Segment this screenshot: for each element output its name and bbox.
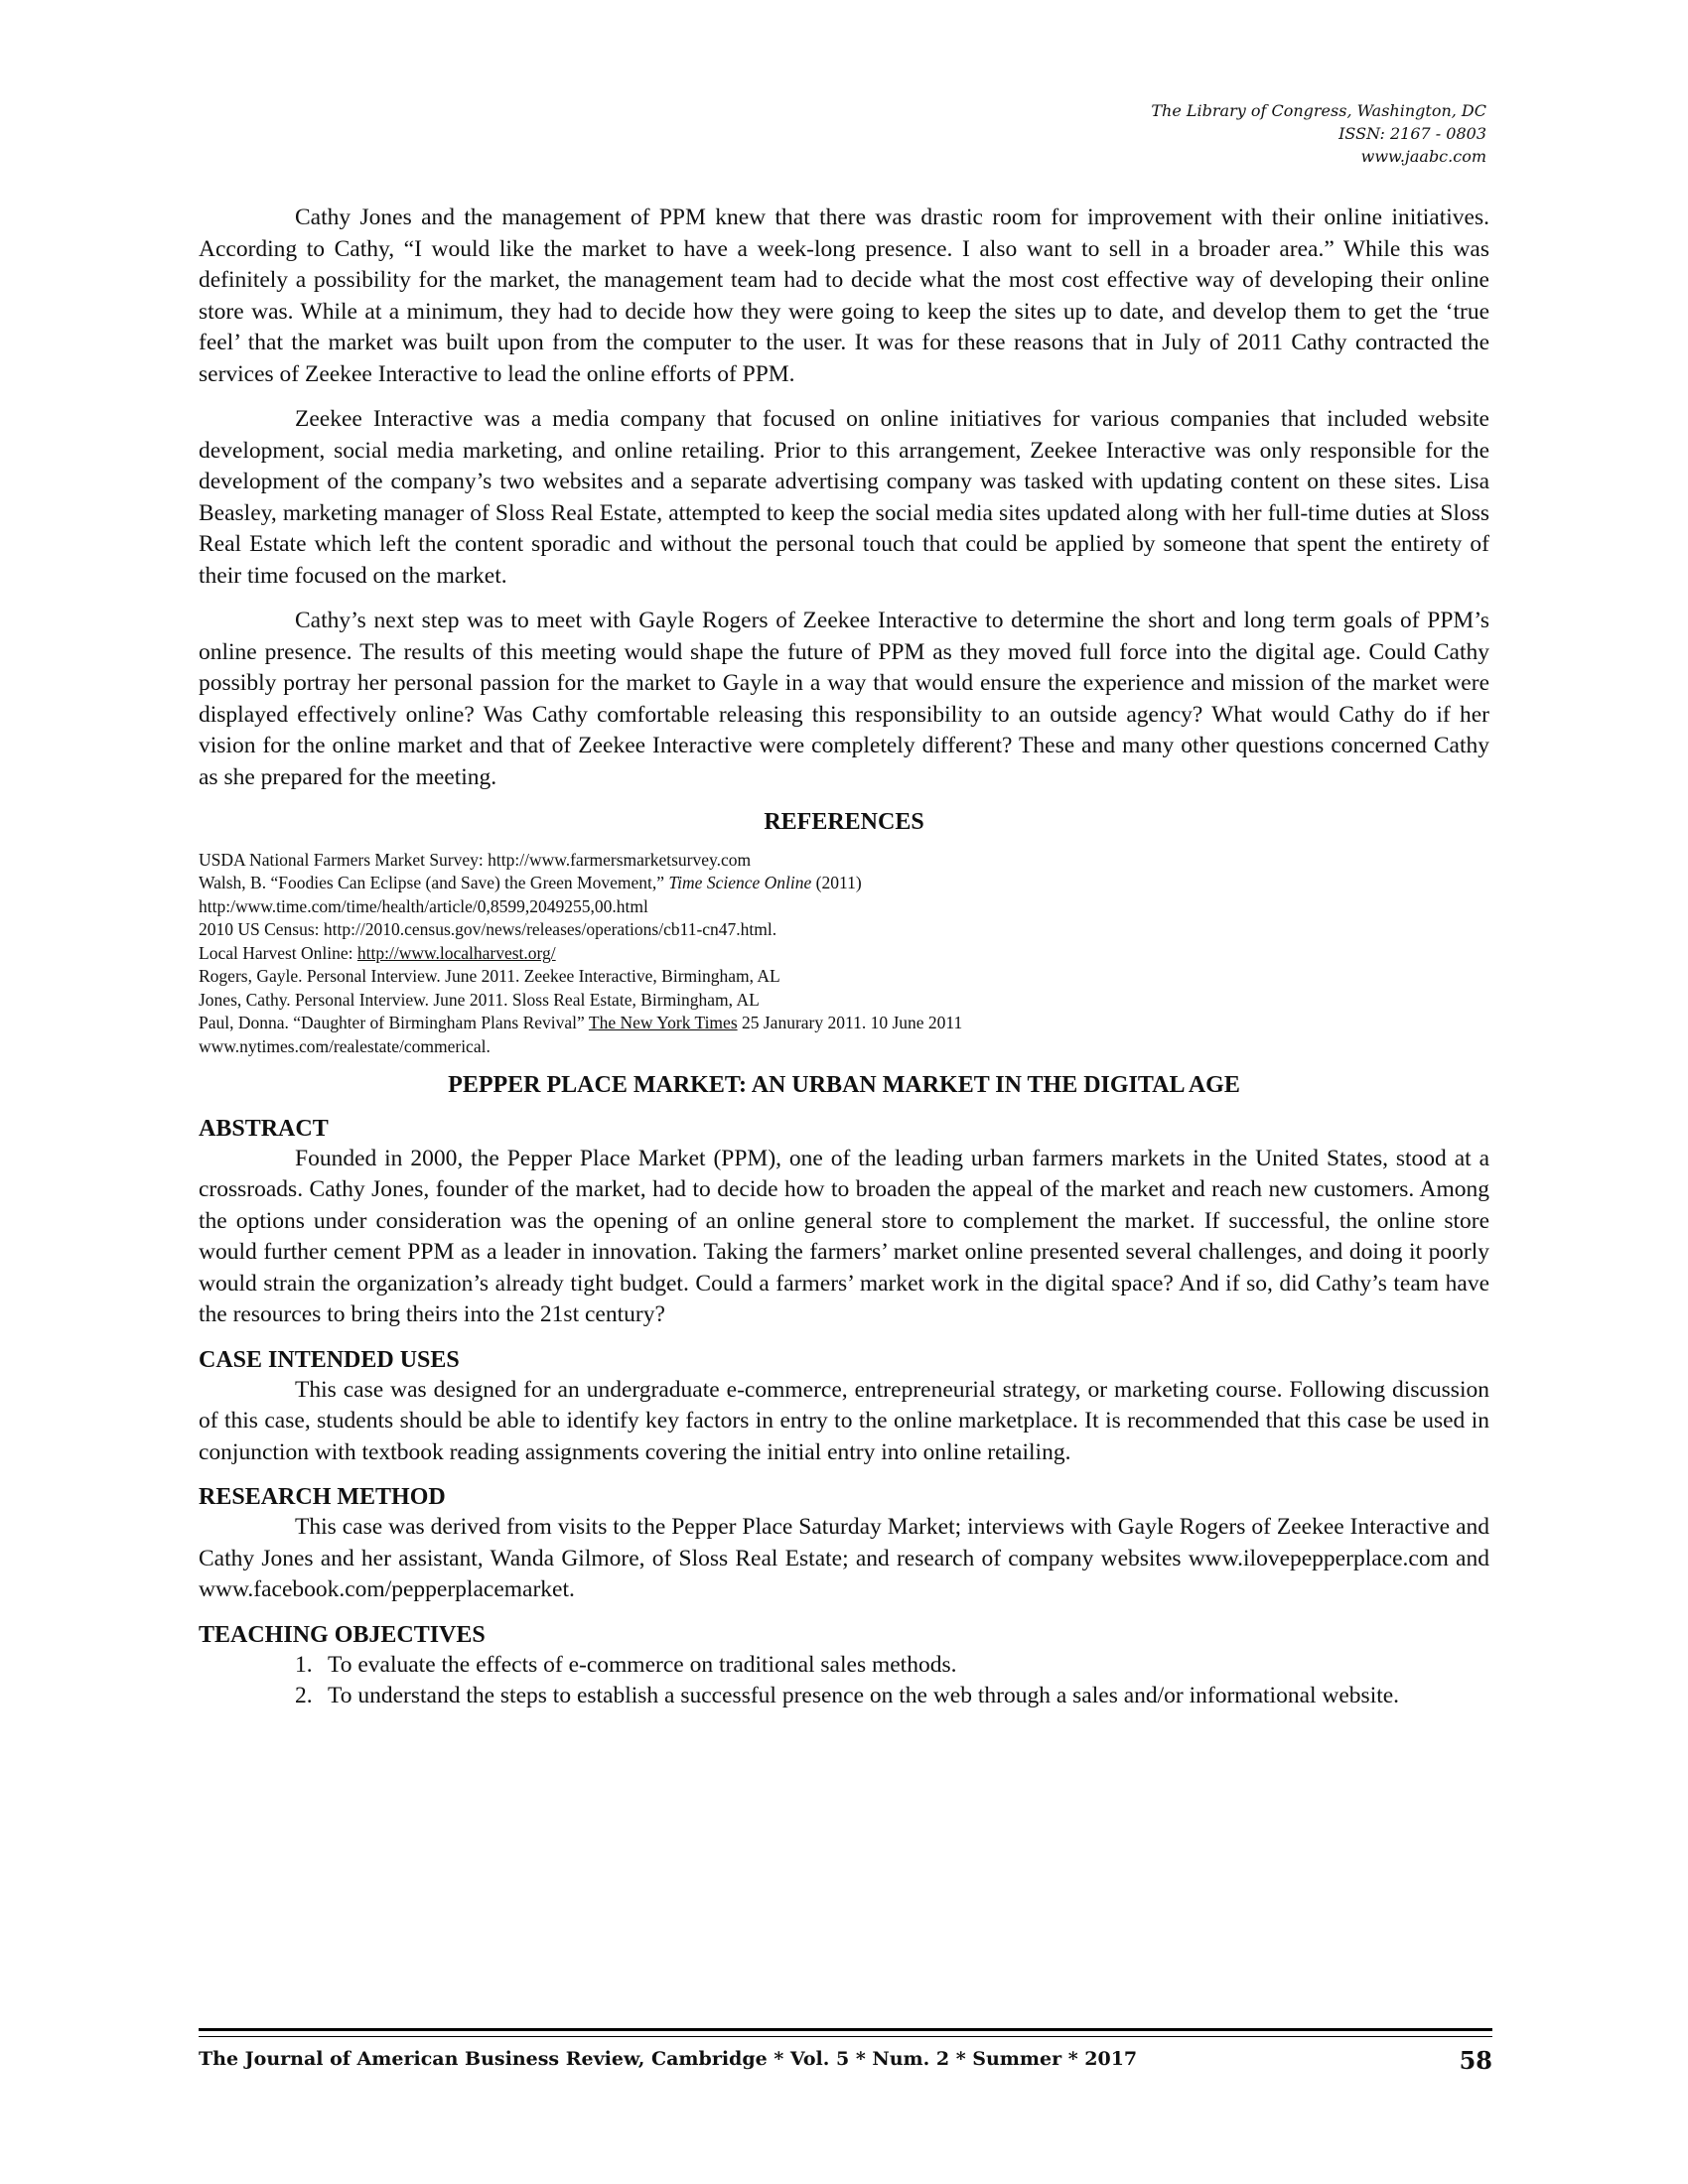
body-paragraph-2: Zeekee Interactive was a media company that focused on online initiatives for various companies that included website development, social media marketing, and online retailing. Prior to this arrangement, Zeekee Interactive was only responsible for the development of the company’s two websites and a separate advertising company was tasked with updating content on these sites. Lisa Beasley, marketing manager of Sloss Real Estate, attempted to keep the social media sites updated along with her full-time duties at Sloss Real Estate which left the content sporadic and without the personal touch that could be applied by someone that spent the entirety of their time focused on the market.: [199, 406, 1489, 589]
list-number: 2.: [295, 1683, 313, 1708]
abstract-heading: ABSTRACT: [199, 1115, 329, 1142]
reference-text: Local Harvest Online:: [199, 942, 357, 963]
reference-item: [199, 942, 1489, 966]
list-text: To evaluate the effects of e-commerce on traditional sales methods.: [328, 1651, 957, 1678]
reference-item: [199, 1012, 1489, 1035]
intended-uses-text: This case was designed for an undergraduate e-commerce, entrepreneurial strategy, or marketing course. Following discussion of this case, students should be able to identify key factors in entry to the online marketplace. It is recommended that this case be used in conjunction with textbook reading assignments covering the initial entry into online retailing.: [199, 1376, 1489, 1465]
list-text: To understand the steps to establish a successful presence on the web through a sales and/or informational website.: [328, 1683, 1400, 1708]
footer-journal-info: The Journal of American Business Review, Cambridge * Vol. 5 * Num. 2 * Summer * 2017: [199, 2048, 1138, 2070]
research-method-text: This case was derived from visits to the Pepper Place Saturday Market; interviews with Gayle Rogers of Zeekee Interactive and Cathy Jones and her assistant, Wanda Gilmore, of Sloss Real Estate; and research of company websites www.ilovepepperplace.com and www.facebook.com/pepperplacemarket.: [199, 1514, 1489, 1602]
reference-item: Jones, Cathy. Personal Interview. June 2011. Sloss Real Estate, Birmingham, AL: [199, 989, 760, 1010]
reference-item: USDA National Farmers Market Survey: http://www.farmersmarketsurvey.com: [199, 849, 752, 870]
reference-text: Walsh, B. “Foodies Can Eclipse (and Save) the Green Movement,”: [199, 873, 669, 892]
references-list: [199, 849, 1489, 1059]
reference-text: (2011): [811, 873, 862, 892]
reference-item: [199, 872, 1489, 895]
page-number: 58: [1459, 2046, 1492, 2075]
footer-rule-thin: [199, 2036, 1492, 2037]
reference-item: http:/www.time.com/time/health/article/0,8599,2049255,00.html: [199, 895, 648, 916]
teaching-objectives-heading: TEACHING OBJECTIVES: [199, 1621, 486, 1648]
intended-uses-heading: CASE INTENDED USES: [199, 1346, 460, 1373]
reference-item: www.nytimes.com/realestate/commerical.: [199, 1035, 491, 1056]
case-title: PEPPER PLACE MARKET: AN URBAN MARKET IN THE DIGITAL AGE: [448, 1072, 1240, 1098]
body-paragraph-1: Cathy Jones and the management of PPM knew that there was drastic room for improvement with their online initiatives. According to Cathy, “I would like the market to have a week-long presence. I also want to sell in a broader area.” While this was definitely a possibility for the market, the management team had to decide what the most cost effective way of developing their online store was. While at a minimum, they had to decide how they were going to keep the sites up to date, and develop them to get the ‘true feel’ that the market was built upon from the computer to the user. It was for these reasons that in July of 2011 Cathy contracted the services of Zeekee Interactive to lead the online efforts of PPM.: [199, 205, 1489, 387]
reference-item: Rogers, Gayle. Personal Interview. June 2011. Zeekee Interactive, Birmingham, AL: [199, 966, 780, 986]
reference-source-title: The New York Times: [588, 1013, 738, 1032]
teaching-objectives-list: [199, 1650, 1489, 1712]
references-heading: REFERENCES: [764, 809, 924, 835]
reference-text: 25 Janurary 2011. 10 June 2011: [737, 1013, 963, 1032]
footer-rule-thick: [199, 2028, 1492, 2031]
running-header: [1151, 99, 1486, 168]
list-number: 1.: [295, 1651, 313, 1678]
research-method-heading: RESEARCH METHOD: [199, 1484, 446, 1510]
list-item: [199, 1681, 1489, 1712]
reference-item: 2010 US Census: http://2010.census.gov/news/releases/operations/cb11-cn47.html.: [199, 919, 777, 939]
header-issn: ISSN: 2167 - 0803: [1338, 124, 1486, 143]
header-website: www.jaabc.com: [1360, 147, 1486, 166]
abstract-text: Founded in 2000, the Pepper Place Market (PPM), one of the leading urban farmers markets in the United States, stood at a crossroads. Cathy Jones, founder of the market, had to decide how to broaden the appeal of the market and reach new customers. Among the options under consideration was the opening of an online general store to complement the market. If successful, the online store would further cement PPM as a leader in innovation. Taking the farmers’ market online presented several challenges, and doing it poorly would strain the organization’s already tight budget. Could a farmers’ market work in the digital space? And if so, did Cathy’s team have the resources to bring theirs into the 21st century?: [199, 1145, 1489, 1327]
header-publisher: The Library of Congress, Washington, DC: [1151, 101, 1486, 120]
reference-link[interactable]: http://www.localharvest.org/: [356, 942, 556, 963]
reference-source-title: Time Science Online: [668, 873, 812, 892]
body-paragraph-3: Cathy’s next step was to meet with Gayle Rogers of Zeekee Interactive to determine the short and long term goals of PPM’s online presence. The results of this meeting would shape the future of PPM as they moved full force into the digital age. Could Cathy possibly portray her personal passion for the market to Gayle in a way that would ensure the experience and mission of the market were displayed effectively online? Was Cathy comfortable releasing this responsibility to an outside agency? What would Cathy do if her vision for the online market and that of Zeekee Interactive were completely different? These and many other questions concerned Cathy as she prepared for the meeting.: [199, 608, 1489, 790]
list-item: [199, 1650, 1489, 1682]
page-content: [199, 203, 1489, 1712]
reference-text: Paul, Donna. “Daughter of Birmingham Plans Revival”: [199, 1013, 589, 1032]
